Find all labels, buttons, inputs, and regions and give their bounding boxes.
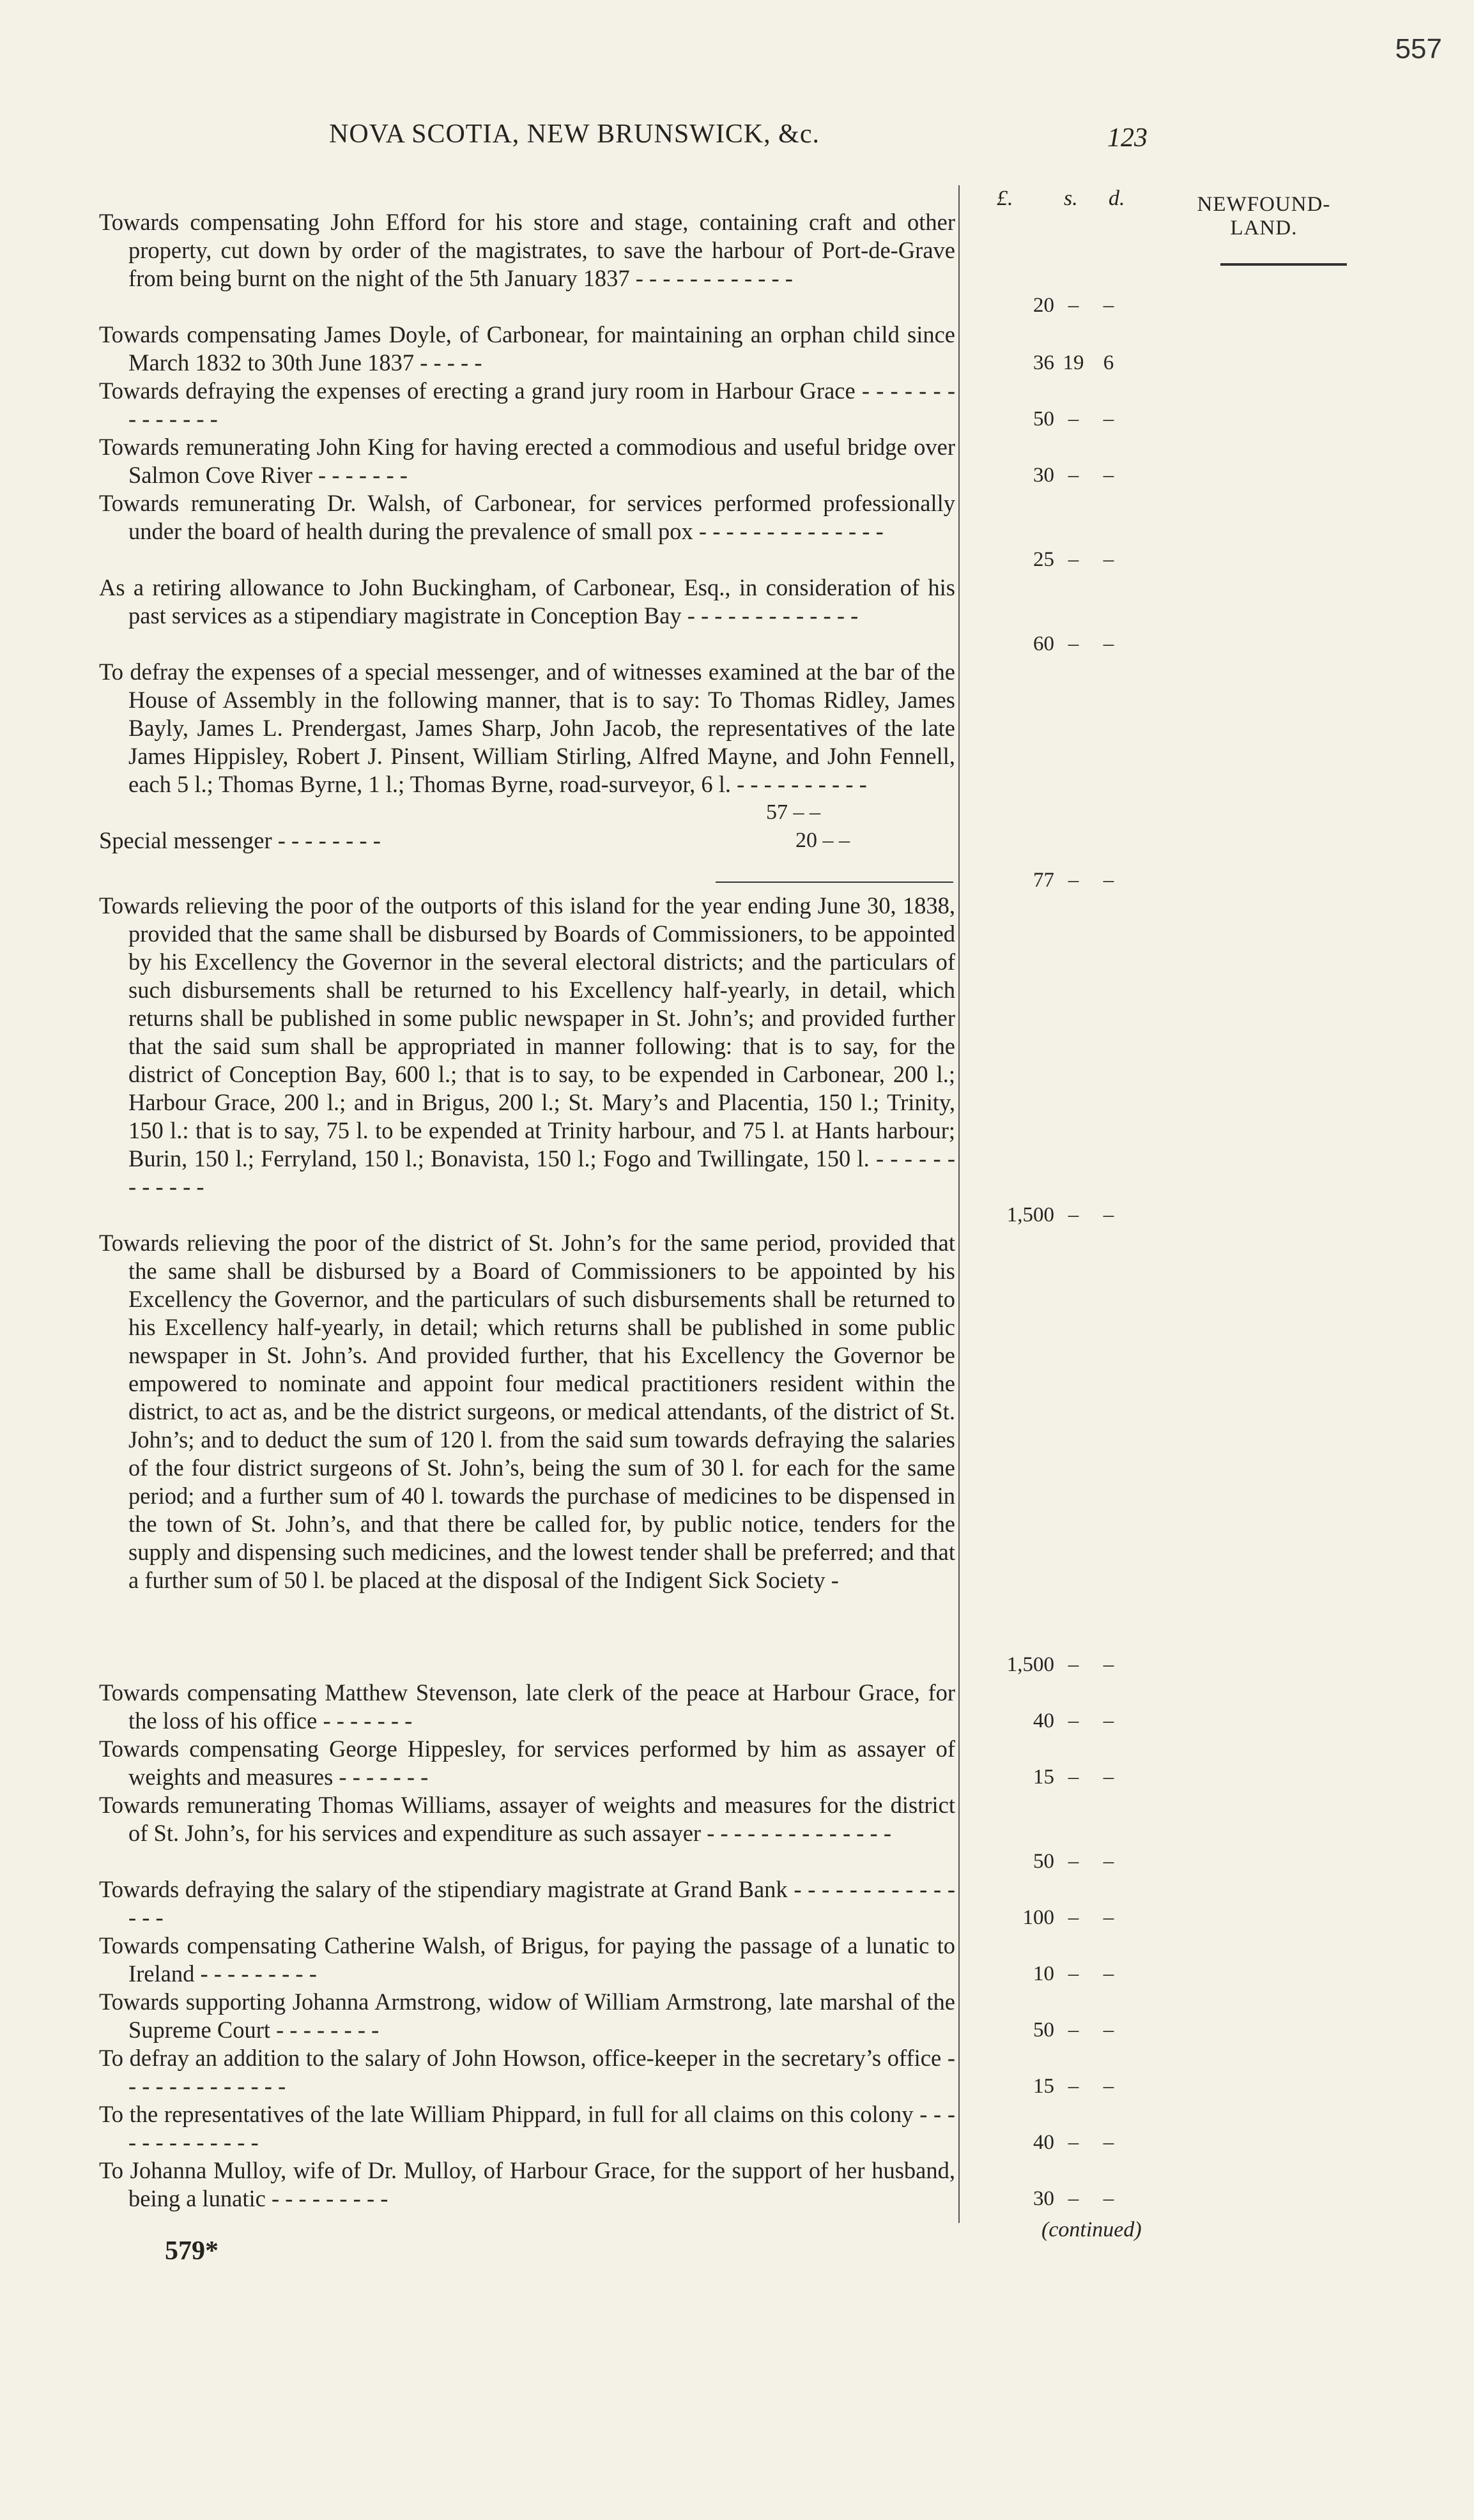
list-item: Towards compensating John Efford for his store and stage, containing craft and other property, cut down by order of the magistrates, to save the harbour of Port-de-Grave from being burnt on the night of the 5th January 1837 - - - - - - - - - - - - 20 – – <box>99 209 1114 317</box>
entry-text: To the representatives of the late William Phippard, in full for all claims on this colony - - - - - - - - - - - - - <box>99 2101 955 2155</box>
list-item <box>99 658 955 827</box>
list-item: 77 – – <box>1033 869 1114 892</box>
col-shillings-head: s. <box>1064 187 1078 210</box>
entry-text: Towards remunerating John King for having erected a commodious and useful bridge over Salmon Cove River - - - - - - - <box>99 434 955 488</box>
list-item: Towards relieving the poor of the district of St. John’s for the same period, provided that the same shall be disbursed by a Board of Commissioners to be appointed by his Excellency the Governor, and the particulars of such disbursements shall be returned to his Excellency half-yearly, in detail; which returns shall be published in some public newspaper in St. John’s. And provided further, that his Excellency the Governor be empowered to nominate and appoint four medical practitioners resident within the district, to act as, and be the district surgeons, or medical attendants, of the district of St. John’s; and to deduct the sum of 120 l. from the said sum towards defraying the salaries of the four district surgeons of St. John’s, being the sum of 30 l. for each for the same period; and a further sum of 40 l. towards the purchase of medicines to be dispensed in the town of St. John’s, and that there be called for, by public notice, tenders for the supply and dispensing such medicines, and the lowest tender shall be preferred; and that a further sum of 50 l. be placed at the disposal of the Indigent Sick Society - 1,500 – – <box>99 1230 1114 1676</box>
entry-text: As a retiring allowance to John Buckingham, of Carbonear, Esq., in consideration of his past services as a stipendiary magistrate in Conception Bay - - - - - - - - - - - - - <box>99 574 955 629</box>
col-pounds-head: £. <box>997 187 1013 210</box>
list-item: Towards remunerating Thomas Williams, assayer of weights and measures for the district of St. John’s, for his services and expenditure as such assayer - - - - - - - - - - - - - - 50 – – <box>99 1792 1114 1873</box>
list-item: To the representatives of the late William Phippard, in full for all claims on this colony - - - - - - - - - - - - - 40 – – <box>99 2101 1114 2155</box>
entry-text: To Johanna Mulloy, wife of Dr. Mulloy, of Harbour Grace, for the support of her husband, being a lunatic - - - - - - - - - <box>99 2157 955 2211</box>
list-item: Towards remunerating John King for having erected a commodious and useful bridge over Salmon Cove River - - - - - - - 30 – – <box>99 434 1114 488</box>
entry-text: Towards supporting Johanna Armstrong, widow of William Armstrong, late marshal of the Supreme Court - - - - - - - - <box>99 1989 955 2043</box>
running-head: NOVA SCOTIA, NEW BRUNSWICK, &c. <box>329 119 820 149</box>
column-divider <box>958 185 960 2223</box>
list-item: Towards compensating Catherine Walsh, of Brigus, for paying the passage of a lunatic to Ireland - - - - - - - - - 10 – – <box>99 1932 1114 1987</box>
list-item: Towards compensating James Doyle, of Carbonear, for maintaining an orphan child since March 1832 to 30th June 1837 - - - - - 36 19 6 <box>99 321 1114 376</box>
entry-text: Towards relieving the poor of the district of St. John’s for the same period, provided that the same shall be disbursed by a Board of Commissioners to be appointed by his Excellency the Governor, and the particulars of such disbursements shall be returned to his Excellency half-yearly, in detail; which returns shall be published in some public newspaper in St. John’s. And provided further, that his Excellency the Governor be empowered to nominate and appoint four medical practitioners resident within the district, to act as, and be the district surgeons, or medical attendants, of the district of St. John’s; and to deduct the sum of 120 l. from the said sum towards defraying the salaries of the four district surgeons of St. John’s, being the sum of 30 l. for each for the same period; and a further sum of 40 l. towards the purchase of medicines to be dispensed in the town of St. John’s, and that there be called for, by public notice, tenders for the supply and dispensing such medicines, and the lowest tender shall be preferred; and that a further sum of 50 l. be placed at the disposal of the Indigent Sick Society - <box>99 1230 955 1593</box>
entries-list <box>99 208 1114 2213</box>
entry-text: Towards defraying the salary of the stipendiary magistrate at Grand Bank - - - - - - - - - - - - - - - <box>99 1876 955 1930</box>
folio-number: 123 <box>1107 123 1148 153</box>
list-item: Towards remunerating Dr. Walsh, of Carbonear, for services performed professionally under the board of health during the prevalence of small pox - - - - - - - - - - - - - - 25 – – <box>99 490 1114 571</box>
entry-text: Towards compensating George Hippesley, for services performed by him as assayer of weights and measures - - - - - - - <box>99 1736 955 1790</box>
subtotal-amount: 20 – – <box>795 829 850 852</box>
list-item: Towards defraying the salary of the stipendiary magistrate at Grand Bank - - - - - - - - - - - - - - - 100 – – <box>99 1876 1114 1930</box>
entry-text: Towards compensating Catherine Walsh, of Brigus, for paying the passage of a lunatic to Ireland - - - - - - - - - <box>99 1932 955 1987</box>
continued-note: (continued) <box>1041 2218 1142 2241</box>
side-note-rule <box>1220 263 1347 266</box>
entry-text: To defray the expenses of a special messenger, and of witnesses examined at the bar of the House of Assembly in the following manner, that is to say: To Thomas Ridley, James Bayly, James L. Prendergast, James Sharp, John Jacob, the representatives of the late James Hippisley, Robert J. Pinsent, William Stirling, Alfred Mayne, and John Fennell, each 5 l.; Thomas Byrne, 1 l.; Thomas Byrne, road-surveyor, 6 l. - - - - - - - - - - <box>99 659 955 797</box>
list-item: Towards compensating George Hippesley, for services performed by him as assayer of weights and measures - - - - - - - 15 – – <box>99 1736 1114 1790</box>
entry-text: Towards remunerating Dr. Walsh, of Carbonear, for services performed professionally under the board of health during the prevalence of small pox - - - - - - - - - - - - - - <box>99 490 955 544</box>
list-item: Towards supporting Johanna Armstrong, widow of William Armstrong, late marshal of the Supreme Court - - - - - - - - 50 – – <box>99 1989 1114 2043</box>
entry-text: To defray an addition to the salary of John Howson, office-keeper in the secretary’s office - - - - - - - - - - - - - <box>99 2045 955 2099</box>
list-item: Towards relieving the poor of the outports of this island for the year ending June 30, 1838, provided that the same shall be disbursed by Boards of Commissioners, to be appointed by his Excellency the Governor in the several electoral districts; and the particulars of such disbursements shall be returned to his Excellency half-yearly, in detail, which returns shall be published in some public newspaper in St. John’s; and provided further that the said sum shall be appropriated in manner following: that is to say, for the district of Conception Bay, 600 l.; that is to say, to be expended in Carbonear, 200 l.; Harbour Grace, 200 l.; and in Brigus, 200 l.; St. Mary’s and Placentia, 150 l.; Trinity, 150 l.: that is to say, 75 l. to be expended at Trinity harbour, and 75 l. at Hants harbour; Burin, 150 l.; Ferryland, 150 l.; Bonavista, 150 l.; Fogo and Twillingate, 150 l. - - - - - - - - - - - - 1,500 – – <box>99 892 1114 1226</box>
entry-text: Towards compensating John Efford for his store and stage, containing craft and other property, cut down by order of the magistrates, to save the harbour of Port-de-Grave from being burnt on the night of the 5th January 1837 - - - - - - - - - - - - <box>99 209 955 291</box>
entry-text: Towards relieving the poor of the outports of this island for the year ending June 30, 1838, provided that the same shall be disbursed by Boards of Commissioners, to be appointed by his Excellency the Governor in the several electoral districts; and the particulars of such disbursements shall be returned to his Excellency half-yearly, in detail, which returns shall be published in some public newspaper in St. John’s; and provided further that the said sum shall be appropriated in manner following: that is to say, for the district of Conception Bay, 600 l.; that is to say, to be expended in Carbonear, 200 l.; Harbour Grace, 200 l.; and in Brigus, 200 l.; St. Mary’s and Placentia, 150 l.; Trinity, 150 l.: that is to say, 75 l. to be expended at Trinity harbour, and 75 l. at Hants harbour; Burin, 150 l.; Ferryland, 150 l.; Bonavista, 150 l.; Fogo and Twillingate, 150 l. - - - - - - - - - - - - <box>99 892 955 1200</box>
footer-signature: 579* <box>165 2236 219 2266</box>
page-number: 557 <box>1395 33 1442 65</box>
list-item: To Johanna Mulloy, wife of Dr. Mulloy, of Harbour Grace, for the support of her husband, being a lunatic - - - - - - - - - 30 – – <box>99 2157 1114 2211</box>
list-item: Towards compensating Matthew Stevenson, late clerk of the peace at Harbour Grace, for the loss of his office - - - - - - - 40 – – <box>99 1679 1114 1734</box>
list-item: To defray an addition to the salary of John Howson, office-keeper in the secretary’s office - - - - - - - - - - - - - 15 – – <box>99 2045 1114 2099</box>
entry-text: Towards compensating James Doyle, of Carbonear, for maintaining an orphan child since March 1832 to 30th June 1837 - - - - - <box>99 321 955 376</box>
side-note: NEWFOUND-LAND. <box>1197 193 1331 240</box>
entry-text: Towards remunerating Thomas Williams, assayer of weights and measures for the district of St. John’s, for his services and expenditure as such assayer - - - - - - - - - - - - - - <box>99 1792 955 1846</box>
entry-text: Towards defraying the expenses of erecting a grand jury room in Harbour Grace - - - - - - - - - - - - - - <box>99 378 955 432</box>
list-item: As a retiring allowance to John Buckingham, of Carbonear, Esq., in consideration of his past services as a stipendiary magistrate in Conception Bay - - - - - - - - - - - - - 60 – – <box>99 574 1114 655</box>
list-item <box>99 827 955 855</box>
entry-text: Special messenger - - - - - - - - <box>99 827 381 853</box>
col-pence-head: d. <box>1109 187 1125 210</box>
entry-text: Towards compensating Matthew Stevenson, late clerk of the peace at Harbour Grace, for the loss of his office - - - - - - - <box>99 1679 955 1734</box>
subtotal-amount: 57 – – <box>766 800 820 824</box>
list-item: Towards defraying the expenses of erecting a grand jury room in Harbour Grace - - - - - - - - - - - - - - 50 – – <box>99 378 1114 432</box>
